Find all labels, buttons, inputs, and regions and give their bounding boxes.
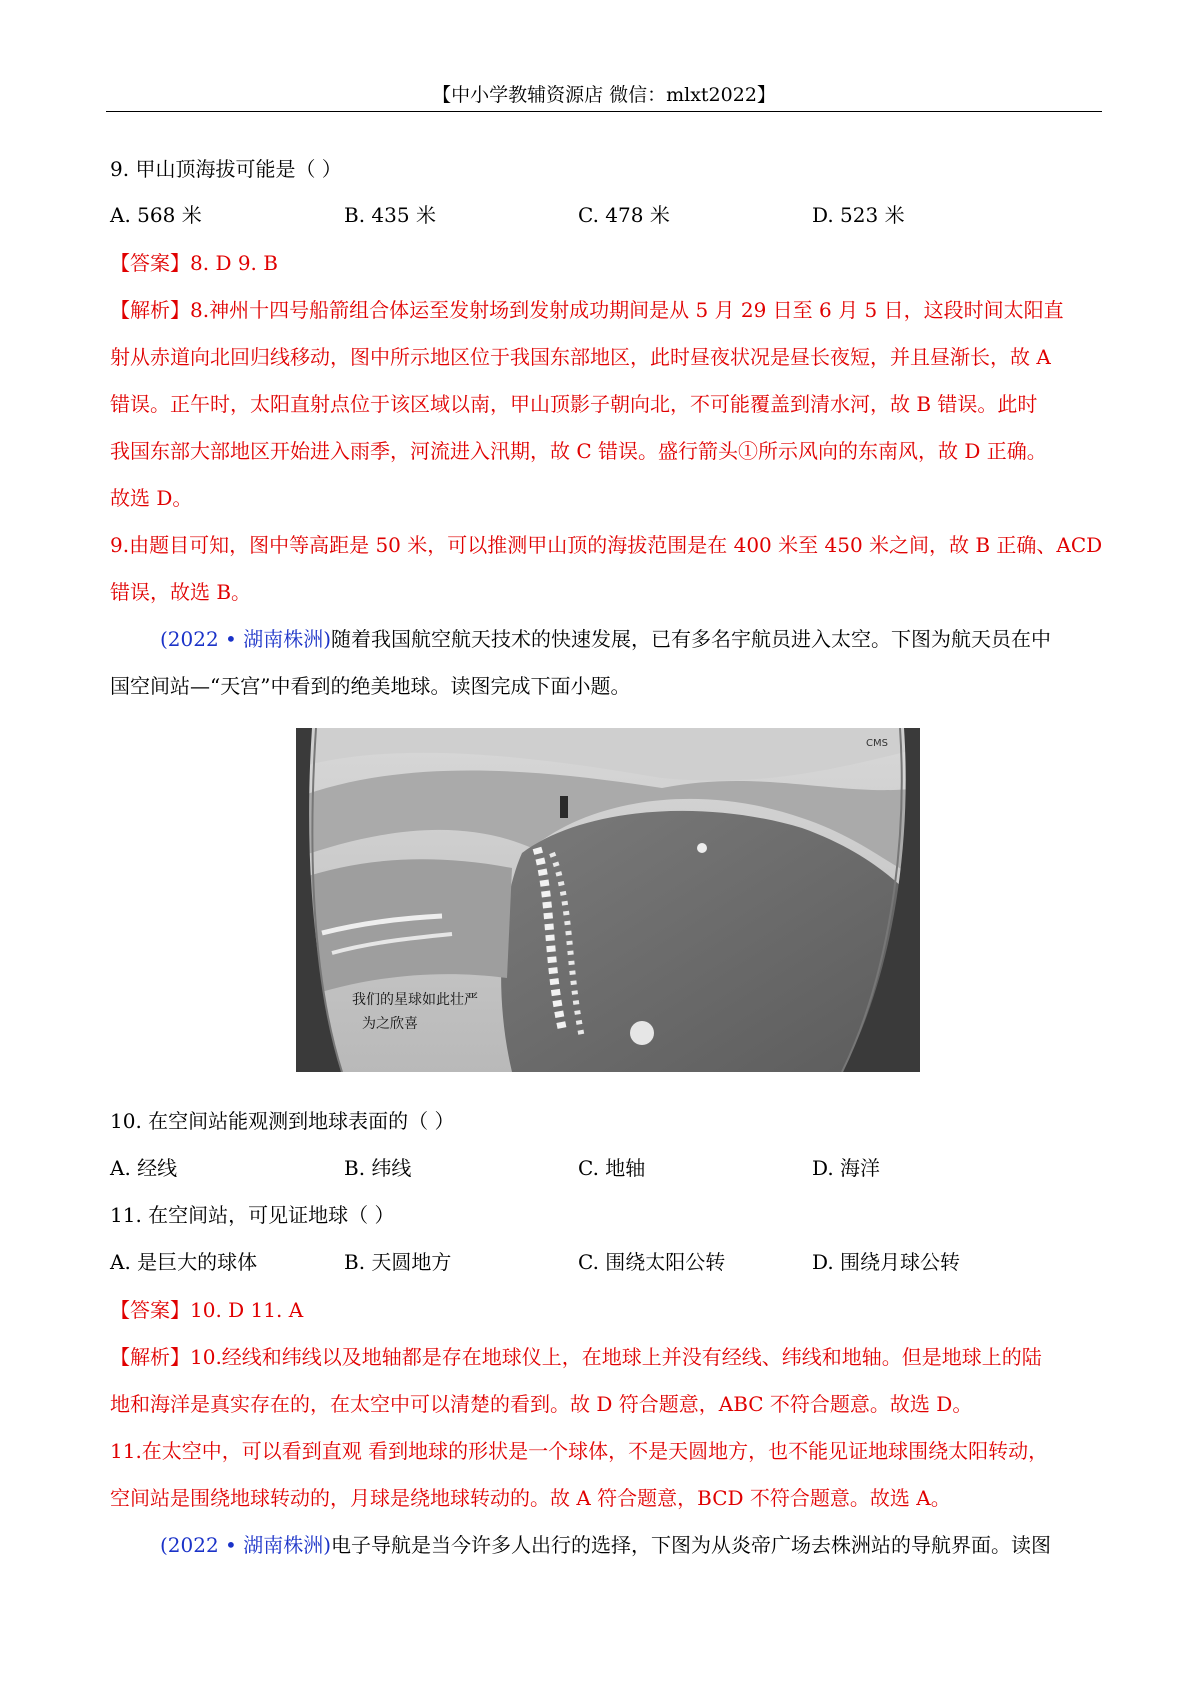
header-divider <box>106 111 1102 112</box>
answer-block-2 <box>110 1296 1100 1324</box>
q10-option-d: D. 海洋 <box>812 1156 881 1180</box>
analysis-1-line-4: 我国东部大部地区开始进入雨季，河流进入汛期，故 C 错误。盛行箭头①所示风向的东南风，故 D 正确。 <box>110 439 1047 463</box>
q10-option-c: C. 地轴 <box>578 1156 646 1180</box>
photo-corner-text: CMS <box>866 738 888 749</box>
analysis-2-line-4: 空间站是围绕地球转动的，月球是绕地球转动的。故 A 符合题意，BCD 不符合题意。故选 A。 <box>110 1486 951 1510</box>
q11-option-b: B. 天圆地方 <box>344 1250 452 1274</box>
q10-option-b: B. 纬线 <box>344 1156 412 1180</box>
answer-label: 【答案】 <box>110 251 190 275</box>
page-header: 【中小学教辅资源店 微信：mlxt2022】 <box>432 84 776 106</box>
q11-option-a: A. 是巨大的球体 <box>110 1250 258 1274</box>
photo-caption-line-1: 我们的星球如此壮严 <box>352 992 478 1008</box>
analysis-1-line-2: 射从赤道向北回归线移动，图中所示地区位于我国东部地区，此时昼夜状况是昼长夜短，并且昼渐长，故 A <box>110 345 1051 369</box>
intro-1-line-2: 国空间站—“天宫”中看到的绝美地球。读图完成下面小题。 <box>110 674 631 698</box>
analysis-2-line-3: 11.在太空中，可以看到直观 看到地球的形状是一个球体，不是天圆地方，也不能见证地球围绕太阳转动， <box>110 1439 1049 1463</box>
earth-from-space-photo <box>282 728 934 1072</box>
analysis-1-line-3: 错误。正午时，太阳直射点位于该区域以南，甲山顶影子朝向北，不可能覆盖到清水河，故 B 错误。此时 <box>110 392 1038 416</box>
intro-1-line-1 <box>160 625 1090 653</box>
intro-text: 随着我国航空航天技术的快速发展，已有多名宇航员进入太空。下图为航天员在中 <box>331 627 1052 651</box>
analysis-2-line-2: 地和海洋是真实存在的，在太空中可以清楚的看到。故 D 符合题意，ABC 不符合题意。故选 D。 <box>110 1392 973 1416</box>
q11-option-c: C. 围绕太阳公转 <box>578 1250 726 1274</box>
analysis-2-line-1 <box>110 1343 1100 1371</box>
q11-option-d: D. 围绕月球公转 <box>812 1250 961 1274</box>
q10-option-a: A. 经线 <box>110 1156 178 1180</box>
question-10-stem: 10. 在空间站能观测到地球表面的（ ） <box>110 1109 455 1133</box>
analysis-label: 【解析】 <box>110 1345 190 1369</box>
q9-option-d: D. 523 米 <box>812 203 905 227</box>
analysis-1-line-5: 故选 D。 <box>110 486 193 510</box>
analysis-text: 8.神州十四号船箭组合体运至发射场到发射成功期间是从 5 月 29 日至 6 月 5 日，这段时间太阳直 <box>190 298 1064 322</box>
answer-text: 10. D 11. A <box>190 1298 304 1322</box>
question-11-stem: 11. 在空间站，可见证地球（ ） <box>110 1203 395 1227</box>
intro-2-line-1 <box>160 1531 1090 1559</box>
q9-option-b: B. 435 米 <box>344 203 436 227</box>
photo-caption-line-2: 为之欣喜 <box>362 1016 418 1032</box>
source-tag: (2022 • 湖南株洲) <box>160 1533 332 1557</box>
source-tag: (2022 • 湖南株洲) <box>160 627 332 651</box>
q9-option-c: C. 478 米 <box>578 203 670 227</box>
question-9-stem: 9. 甲山顶海拔可能是（ ） <box>110 157 342 181</box>
answer-block-1 <box>110 249 1100 277</box>
q9-option-a: A. 568 米 <box>110 203 202 227</box>
analysis-1-line-1 <box>110 296 1100 324</box>
answer-text: 8. D 9. B <box>190 251 278 275</box>
analysis-text: 10.经线和纬线以及地轴都是存在地球仪上，在地球上并没有经线、纬线和地轴。但是地球上的陆 <box>190 1345 1042 1369</box>
analysis-1-line-7: 错误，故选 B。 <box>110 580 252 604</box>
analysis-label: 【解析】 <box>110 298 190 322</box>
intro-text: 电子导航是当今许多人出行的选择，下图为从炎帝广场去株洲站的导航界面。读图 <box>331 1533 1052 1557</box>
answer-label: 【答案】 <box>110 1298 190 1322</box>
analysis-1-line-6: 9.由题目可知，图中等高距是 50 米，可以推测甲山顶的海拔范围是在 400 米至 450 米之间，故 B 正确、ACD <box>110 533 1103 557</box>
